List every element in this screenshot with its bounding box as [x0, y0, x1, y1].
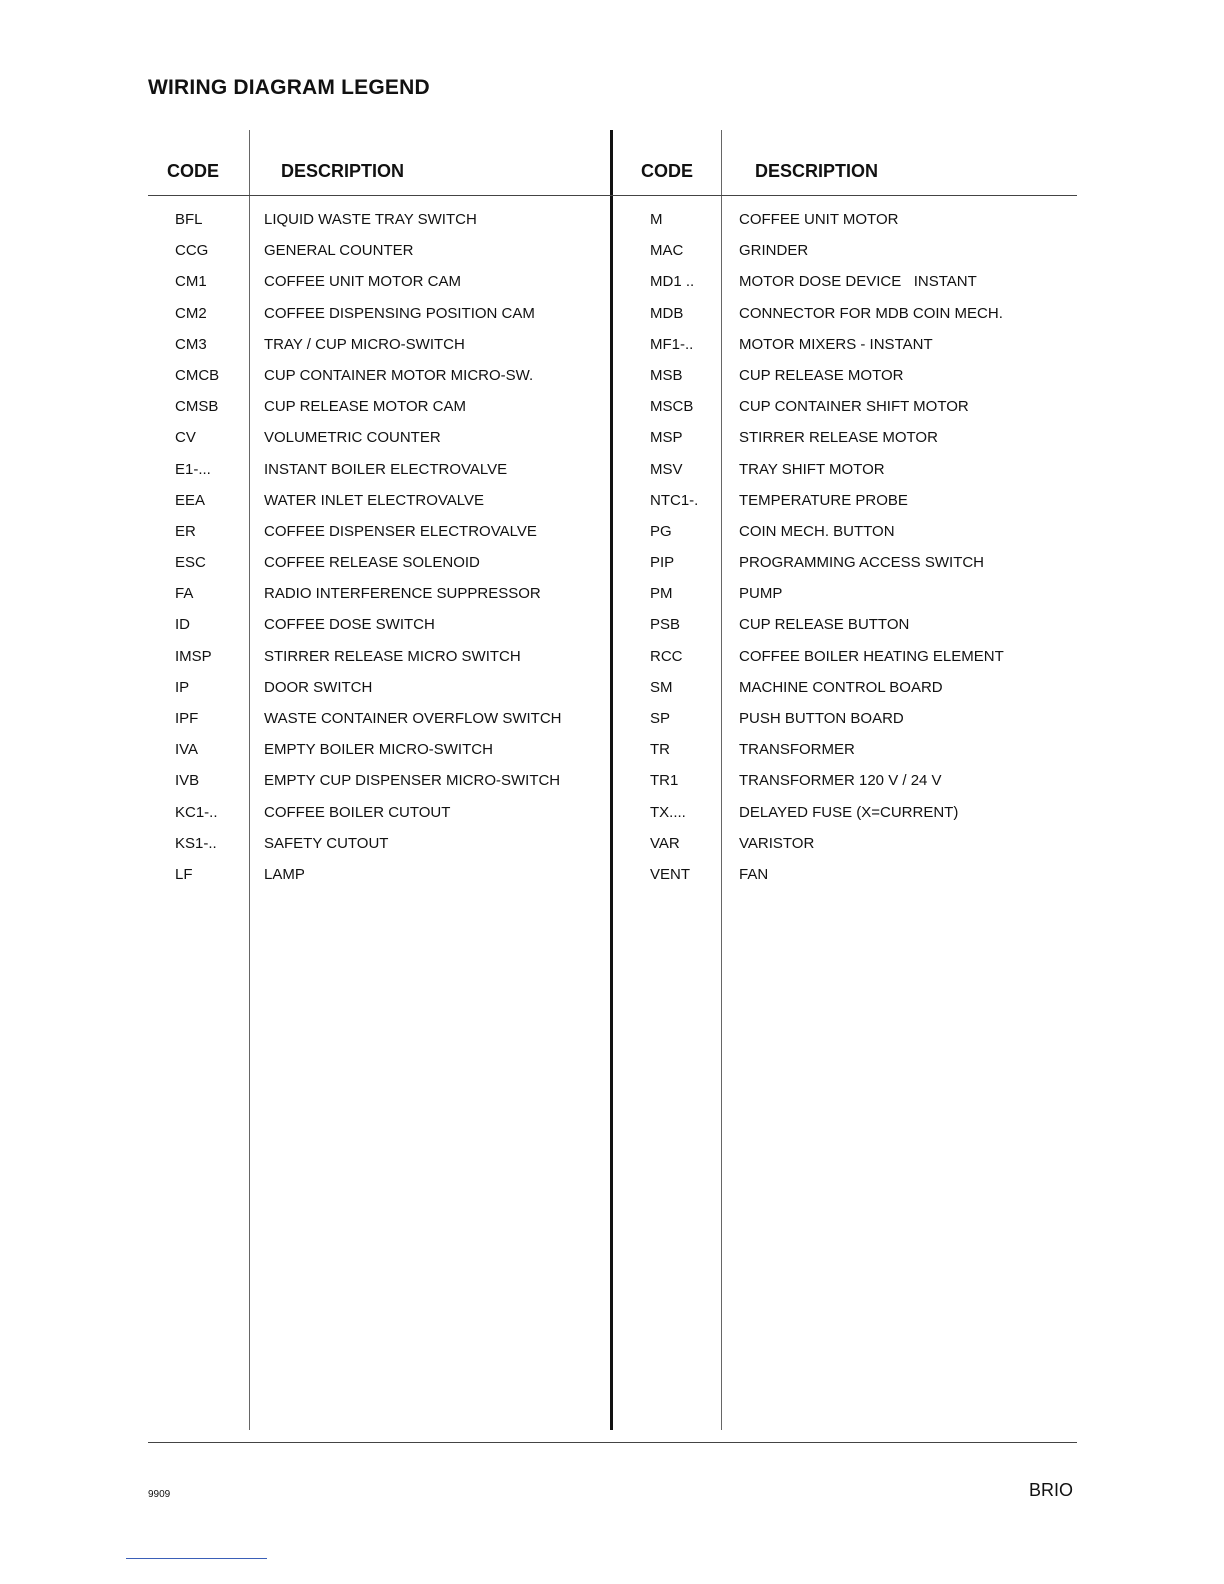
legend-description: COFFEE BOILER HEATING ELEMENT — [739, 647, 1004, 665]
legend-code: CMSB — [175, 398, 219, 416]
legend-row — [0, 641, 612, 672]
legend-row — [612, 609, 1224, 640]
legend-code: KS1-.. — [175, 834, 217, 852]
legend-row — [612, 360, 1224, 391]
legend-row — [0, 204, 612, 235]
legend-code: ID — [175, 616, 190, 634]
legend-code: PSB — [650, 616, 681, 634]
page-edge-line — [126, 1558, 267, 1559]
legend-code: ER — [175, 522, 196, 540]
legend-description: PUMP — [739, 585, 783, 603]
legend-description: COFFEE UNIT MOTOR — [739, 211, 899, 228]
legend-code: IP — [175, 678, 190, 696]
legend-row — [0, 329, 612, 360]
right-description-header: DESCRIPTION — [755, 161, 879, 181]
legend-row — [0, 422, 612, 453]
legend-code: SM — [650, 678, 673, 696]
legend-code: PIP — [650, 554, 675, 572]
legend-code: TX.... — [650, 803, 686, 821]
legend-description: COFFEE DISPENSER ELECTROVALVE — [264, 522, 537, 540]
legend-description: INSTANT BOILER ELECTROVALVE — [264, 460, 508, 478]
legend-code: IVA — [175, 741, 199, 759]
legend-description: CUP CONTAINER MOTOR MICRO-SW. — [264, 366, 534, 384]
legend-description: MOTOR DOSE DEVICE INSTANT — [739, 273, 977, 291]
legend-row — [0, 765, 612, 796]
legend-row — [0, 859, 612, 890]
legend-code: RCC — [650, 647, 683, 665]
legend-row — [612, 547, 1224, 578]
legend-description: COFFEE BOILER CUTOUT — [264, 803, 451, 821]
left-legend-table — [0, 204, 612, 890]
legend-description: TRANSFORMER — [739, 741, 855, 759]
legend-description: TRANSFORMER 120 V / 24 V — [739, 772, 942, 790]
legend-row — [612, 797, 1224, 828]
legend-description: VARISTOR — [739, 834, 815, 852]
legend-row — [612, 703, 1224, 734]
legend-code: MSB — [650, 366, 683, 384]
legend-description: WATER INLET ELECTROVALVE — [264, 491, 485, 509]
legend-row — [612, 454, 1224, 485]
legend-code: IPF — [175, 710, 199, 727]
legend-row — [0, 703, 612, 734]
legend-code: CV — [175, 429, 196, 447]
legend-code: MDB — [650, 304, 684, 322]
legend-description: EMPTY BOILER MICRO-SWITCH — [264, 741, 493, 759]
legend-code: MD1 .. — [650, 273, 695, 291]
legend-row — [0, 734, 612, 765]
legend-row — [0, 298, 612, 329]
legend-code: MSCB — [650, 398, 694, 416]
legend-row — [0, 235, 612, 266]
legend-code: E1-... — [175, 460, 211, 478]
legend-row — [612, 204, 1224, 235]
legend-code: TR1 — [650, 772, 679, 790]
legend-description: PUSH BUTTON BOARD — [739, 710, 904, 727]
legend-code: TR — [650, 741, 670, 759]
legend-code: MSP — [650, 429, 683, 447]
legend-description: CONNECTOR FOR MDB COIN MECH. — [739, 304, 1003, 322]
legend-code: MAC — [650, 242, 684, 260]
legend-row — [612, 485, 1224, 516]
legend-description: TRAY / CUP MICRO-SWITCH — [264, 335, 465, 353]
legend-description: GRINDER — [739, 242, 809, 260]
legend-description: TEMPERATURE PROBE — [739, 491, 908, 509]
legend-description: TRAY SHIFT MOTOR — [739, 460, 885, 478]
legend-description: COFFEE UNIT MOTOR CAM — [264, 273, 461, 291]
legend-code: VENT — [650, 865, 691, 883]
legend-row — [0, 485, 612, 516]
legend-description: LAMP — [264, 865, 305, 883]
legend-description: PROGRAMMING ACCESS SWITCH — [739, 554, 985, 572]
legend-code: LF — [175, 865, 193, 883]
legend-row — [612, 578, 1224, 609]
legend-description: WASTE CONTAINER OVERFLOW SWITCH — [264, 710, 562, 727]
legend-description: EMPTY CUP DISPENSER MICRO-SWITCH — [264, 772, 561, 790]
legend-row — [612, 329, 1224, 360]
brand-name: BRIO — [1029, 1480, 1074, 1500]
legend-description: COFFEE RELEASE SOLENOID — [264, 554, 480, 572]
legend-code: BFL — [175, 211, 203, 228]
legend-code: IVB — [175, 772, 200, 790]
legend-description: LIQUID WASTE TRAY SWITCH — [264, 211, 477, 228]
legend-row — [0, 609, 612, 640]
legend-row — [0, 672, 612, 703]
legend-row — [0, 360, 612, 391]
legend-description: SAFETY CUTOUT — [264, 834, 389, 852]
legend-description: MOTOR MIXERS - INSTANT — [739, 335, 933, 353]
legend-code: FA — [175, 585, 194, 603]
legend-row — [612, 516, 1224, 547]
right-code-header: CODE — [641, 161, 694, 181]
legend-code: CM3 — [175, 335, 207, 353]
document-code: 9909 — [148, 1489, 171, 1500]
legend-row — [0, 797, 612, 828]
legend-row — [612, 422, 1224, 453]
page-title: WIRING DIAGRAM LEGEND — [148, 76, 430, 99]
legend-row — [0, 266, 612, 297]
legend-row — [0, 578, 612, 609]
legend-code: VAR — [650, 834, 680, 852]
legend-row — [612, 641, 1224, 672]
left-code-header: CODE — [167, 161, 220, 181]
legend-code: MF1-.. — [650, 335, 694, 353]
legend-description: STIRRER RELEASE MOTOR — [739, 429, 938, 447]
legend-row — [0, 516, 612, 547]
legend-code: ESC — [175, 554, 206, 572]
legend-code: KC1-.. — [175, 803, 218, 821]
legend-description: STIRRER RELEASE MICRO SWITCH — [264, 647, 521, 665]
header-rule — [148, 195, 1077, 196]
legend-description: CUP RELEASE BUTTON — [739, 616, 910, 634]
legend-description: CUP CONTAINER SHIFT MOTOR — [739, 398, 969, 416]
legend-description: DOOR SWITCH — [264, 678, 373, 696]
legend-description: CUP RELEASE MOTOR CAM — [264, 398, 466, 416]
legend-description: CUP RELEASE MOTOR — [739, 366, 904, 384]
legend-row — [0, 547, 612, 578]
legend-description: RADIO INTERFERENCE SUPPRESSOR — [264, 585, 541, 603]
legend-row — [612, 828, 1224, 859]
legend-row — [612, 859, 1224, 890]
legend-row — [0, 454, 612, 485]
legend-description: VOLUMETRIC COUNTER — [264, 429, 441, 447]
legend-row — [0, 391, 612, 422]
legend-code: PM — [650, 585, 673, 603]
legend-row — [612, 391, 1224, 422]
legend-code: SP — [650, 710, 671, 727]
legend-row — [612, 235, 1224, 266]
legend-code: NTC1-. — [650, 491, 699, 509]
legend-description: COIN MECH. BUTTON — [739, 522, 895, 540]
legend-code: EEA — [175, 491, 206, 509]
legend-description: FAN — [739, 865, 769, 883]
legend-row — [612, 734, 1224, 765]
legend-code: M — [650, 211, 663, 228]
bottom-rule — [148, 1442, 1077, 1443]
legend-code: PG — [650, 522, 672, 540]
legend-code: CM2 — [175, 304, 207, 322]
legend-description: COFFEE DOSE SWITCH — [264, 616, 435, 634]
legend-code: IMSP — [175, 647, 212, 665]
legend-code: CCG — [175, 242, 209, 260]
legend-description: COFFEE DISPENSING POSITION CAM — [264, 304, 535, 322]
legend-description: MACHINE CONTROL BOARD — [739, 678, 943, 696]
legend-row — [612, 266, 1224, 297]
legend-row — [612, 765, 1224, 796]
legend-code: CM1 — [175, 273, 207, 291]
legend-row — [612, 672, 1224, 703]
legend-description: DELAYED FUSE (X=CURRENT) — [739, 803, 959, 821]
legend-description: GENERAL COUNTER — [264, 242, 414, 260]
right-legend-table — [612, 204, 1224, 890]
legend-code: MSV — [650, 460, 683, 478]
left-description-header: DESCRIPTION — [281, 161, 405, 181]
legend-code: CMCB — [175, 366, 220, 384]
legend-row — [612, 298, 1224, 329]
legend-row — [0, 828, 612, 859]
